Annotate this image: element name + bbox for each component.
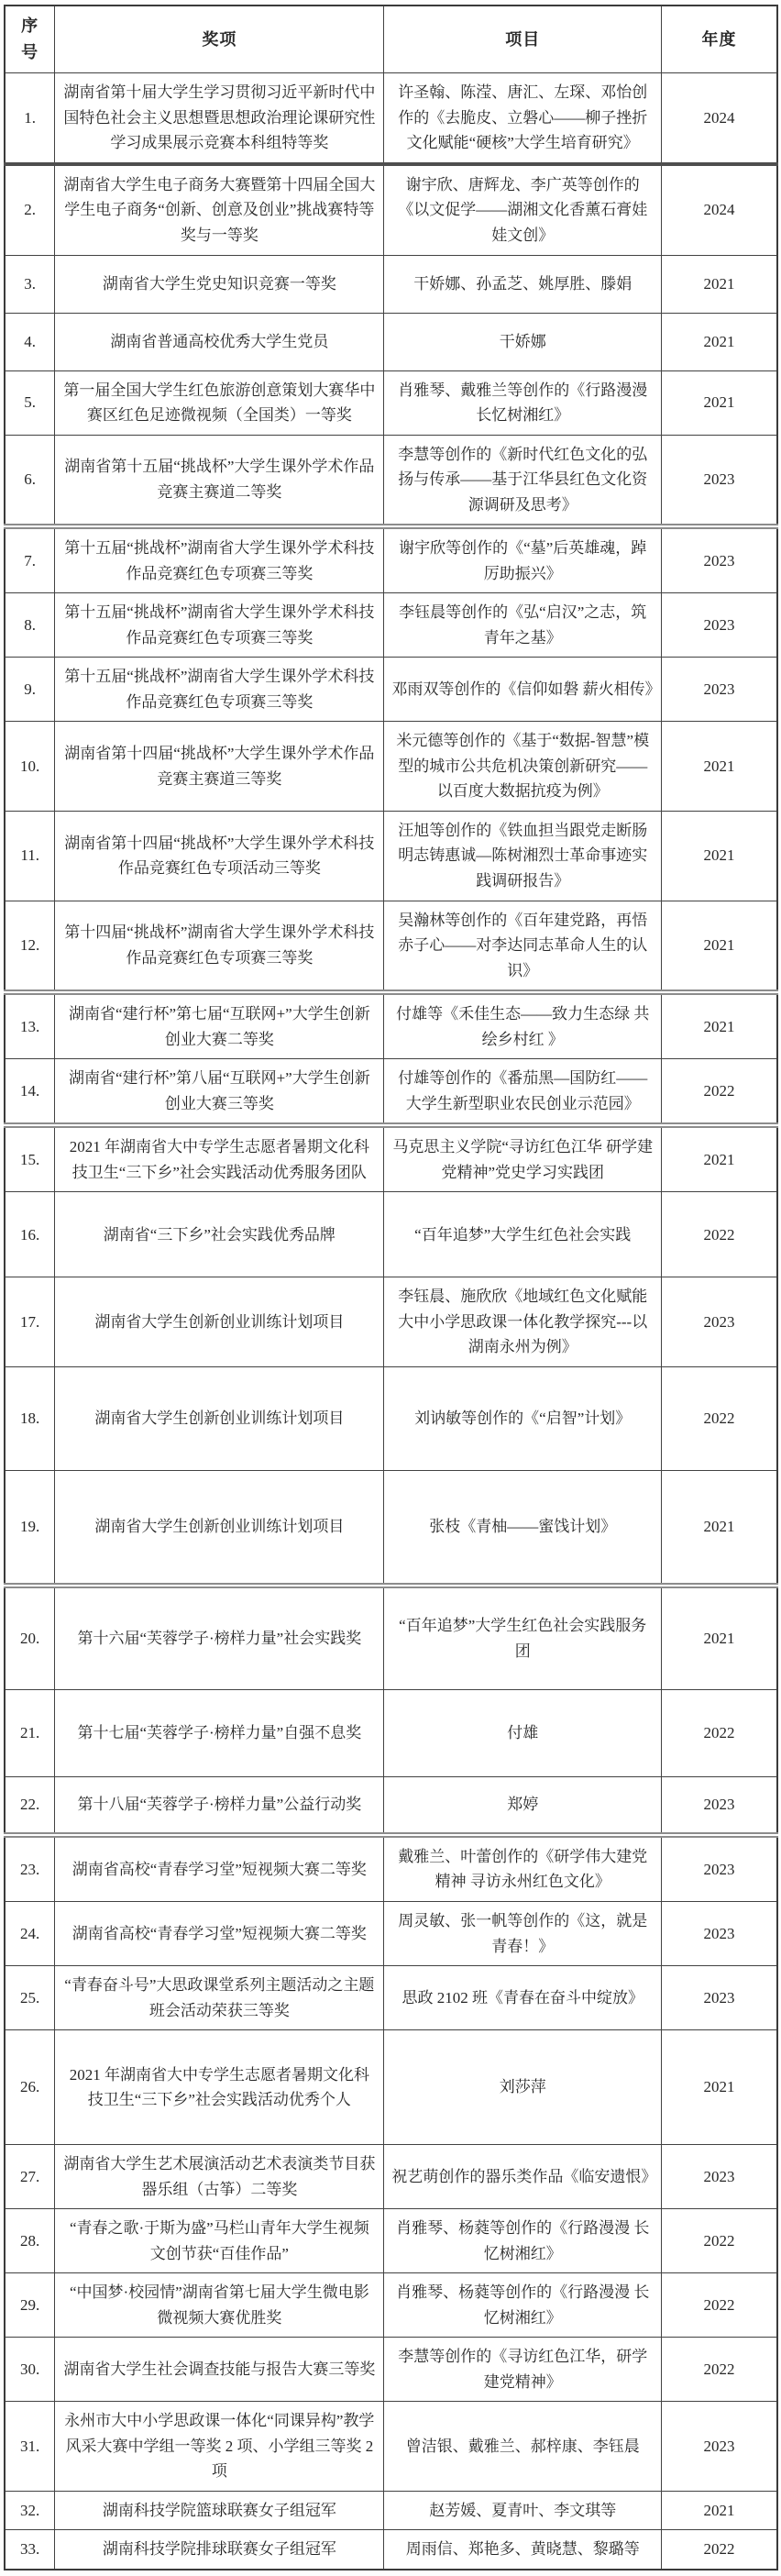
table-row	[5, 1470, 777, 1586]
project-cell: 李慧等创作的《新时代红色文化的弘扬与传承——基于江华县红色文化资源调研及思考》	[384, 435, 662, 526]
year-cell: 2021	[662, 2491, 777, 2530]
table-row	[5, 992, 777, 1059]
award-cell: 湖南省大学生创新创业训练计划项目	[55, 1277, 384, 1367]
row-number-cell: 2.	[5, 164, 55, 255]
row-number-cell: 27.	[5, 2145, 55, 2209]
award-cell: 第十五届“挑战杯”湖南省大学生课外学术科技作品竞赛红色专项赛三等奖	[55, 658, 384, 722]
year-cell: 2021	[662, 992, 777, 1059]
year-cell: 2021	[662, 722, 777, 812]
award-cell: 湖南省普通高校优秀大学生党员	[55, 313, 384, 370]
project-cell: 邓雨双等创作的《信仰如磐 薪火相传》	[384, 658, 662, 722]
row-number-cell: 28.	[5, 2209, 55, 2273]
year-cell: 2023	[662, 1776, 777, 1835]
project-cell: 米元德等创作的《基于“数据-智慧”模型的城市公共危机决策创新研究——以百度大数据抗疫为例》	[384, 722, 662, 812]
award-cell: 湖南省“三下乡”社会实践优秀品牌	[55, 1192, 384, 1277]
award-cell: 湖南科技学院排球联赛女子组冠军	[55, 2530, 384, 2570]
award-cell: 湖南科技学院篮球联赛女子组冠军	[55, 2491, 384, 2530]
project-cell: 汪旭等创作的《铁血担当跟党走断肠明志铸惠诚—陈树湘烈士革命事迹实践调研报告》	[384, 811, 662, 901]
row-number-cell: 12.	[5, 901, 55, 992]
table-row	[5, 370, 777, 435]
table-row	[5, 313, 777, 370]
row-number-cell: 21.	[5, 1689, 55, 1776]
row-number-cell: 29.	[5, 2273, 55, 2338]
table-row	[5, 722, 777, 812]
row-number-cell: 9.	[5, 658, 55, 722]
table-row	[5, 1125, 777, 1192]
row-number-cell: 18.	[5, 1366, 55, 1470]
award-cell: 湖南省高校“青春学习堂”短视频大赛二等奖	[55, 1901, 384, 1965]
award-cell: 第十六届“芙蓉学子·榜样力量”社会实践奖	[55, 1586, 384, 1690]
award-cell: 湖南省大学生艺术展演活动艺术表演类节目获器乐组（古筝）二等奖	[55, 2145, 384, 2209]
year-cell: 2023	[662, 1277, 777, 1367]
award-cell: 2021 年湖南省大中专学生志愿者暑期文化科技卫生“三下乡”社会实践活动优秀个人	[55, 2030, 384, 2145]
row-number-cell: 15.	[5, 1125, 55, 1192]
year-cell: 2021	[662, 1470, 777, 1586]
row-number-cell: 19.	[5, 1470, 55, 1586]
row-number-cell: 17.	[5, 1277, 55, 1367]
award-cell: 永州市大中小学思政课一体化“同课异构”教学风采大赛中学组一等奖 2 项、小学组三等奖 2 项	[55, 2402, 384, 2492]
year-cell: 2021	[662, 313, 777, 370]
row-number-cell: 6.	[5, 435, 55, 526]
row-number-cell: 5.	[5, 370, 55, 435]
project-cell: 祝艺萌创作的器乐类作品《临安遗恨》	[384, 2145, 662, 2209]
award-cell: “中国梦·校园情”湖南省第七届大学生微电影微视频大赛优胜奖	[55, 2273, 384, 2338]
project-cell: 张枝《青柚——蜜饯计划》	[384, 1470, 662, 1586]
row-number-cell: 1.	[5, 73, 55, 164]
year-cell: 2023	[662, 1966, 777, 2030]
row-number-cell: 25.	[5, 1966, 55, 2030]
award-cell: 湖南省第十五届“挑战杯”大学生课外学术作品竞赛主赛道二等奖	[55, 435, 384, 526]
table-row	[5, 435, 777, 526]
table-row	[5, 2030, 777, 2145]
table-row	[5, 2338, 777, 2402]
row-number-cell: 23.	[5, 1835, 55, 1902]
project-cell: 许圣翰、陈滢、唐汇、左琛、邓怡创作的《去脆皮、立磐心——柳子挫折文化赋能“硬核”大学生培育研究》	[384, 73, 662, 164]
table-row	[5, 1059, 777, 1126]
row-number-cell: 26.	[5, 2030, 55, 2145]
table-row	[5, 1192, 777, 1277]
row-number-cell: 13.	[5, 992, 55, 1059]
row-number-cell: 24.	[5, 1901, 55, 1965]
row-number-cell: 31.	[5, 2402, 55, 2492]
project-cell: 干娇娜、孙孟芝、姚厚胜、滕娟	[384, 255, 662, 313]
project-cell: 肖雅琴、戴雅兰等创作的《行路漫漫 长忆树湘红》	[384, 370, 662, 435]
project-cell: 赵芳媛、夏青叶、李文琪等	[384, 2491, 662, 2530]
award-cell: “青春奋斗号”大思政课堂系列主题活动之主题班会活动荣获三等奖	[55, 1966, 384, 2030]
table-row	[5, 1277, 777, 1367]
award-cell: 2021 年湖南省大中专学生志愿者暑期文化科技卫生“三下乡”社会实践活动优秀服务团队	[55, 1125, 384, 1192]
year-cell: 2021	[662, 811, 777, 901]
table-row	[5, 526, 777, 593]
header-no: 序号	[5, 6, 55, 73]
year-cell: 2022	[662, 1689, 777, 1776]
table-row	[5, 2491, 777, 2530]
year-cell: 2021	[662, 255, 777, 313]
year-cell: 2021	[662, 370, 777, 435]
year-cell: 2023	[662, 1901, 777, 1965]
table-row	[5, 1586, 777, 1690]
award-cell: 湖南省“建行杯”第七届“互联网+”大学生创新创业大赛二等奖	[55, 992, 384, 1059]
award-cell: 湖南省大学生党史知识竞赛一等奖	[55, 255, 384, 313]
year-cell: 2023	[662, 435, 777, 526]
table-row	[5, 2402, 777, 2492]
row-number-cell: 16.	[5, 1192, 55, 1277]
project-cell: 付雄等创作的《番茄黑—国防红——大学生新型职业农民创业示范园》	[384, 1059, 662, 1126]
year-cell: 2023	[662, 526, 777, 593]
project-cell: 付雄	[384, 1689, 662, 1776]
project-cell: 刘讷敏等创作的《“启智”计划》	[384, 1366, 662, 1470]
table-row	[5, 658, 777, 722]
project-cell: 李钰晨等创作的《弘“启汉”之志，筑青年之基》	[384, 593, 662, 658]
year-cell: 2021	[662, 2030, 777, 2145]
project-cell: 李钰晨、施欣欣《地域红色文化赋能大中小学思政课一体化教学探究---以湖南永州为例》	[384, 1277, 662, 1367]
table-row	[5, 255, 777, 313]
year-cell: 2022	[662, 2273, 777, 2338]
table-row	[5, 2273, 777, 2338]
row-number-cell: 22.	[5, 1776, 55, 1835]
row-number-cell: 30.	[5, 2338, 55, 2402]
row-number-cell: 14.	[5, 1059, 55, 1126]
project-cell: 付雄等《禾佳生态——致力生态绿 共绘乡村红 》	[384, 992, 662, 1059]
award-cell: 第一届全国大学生红色旅游创意策划大赛华中赛区红色足迹微视频（全国类）一等奖	[55, 370, 384, 435]
header-year: 年度	[662, 6, 777, 73]
project-cell: 思政 2102 班《青春在奋斗中绽放》	[384, 1966, 662, 2030]
award-cell: 湖南省大学生创新创业训练计划项目	[55, 1366, 384, 1470]
table-row	[5, 811, 777, 901]
table-row	[5, 2530, 777, 2570]
row-number-cell: 11.	[5, 811, 55, 901]
row-number-cell: 32.	[5, 2491, 55, 2530]
award-cell: 第十五届“挑战杯”湖南省大学生课外学术科技作品竞赛红色专项赛三等奖	[55, 593, 384, 658]
project-cell: 周灵敏、张一帆等创作的《这，就是青春！》	[384, 1901, 662, 1965]
row-number-cell: 10.	[5, 722, 55, 812]
row-number-cell: 8.	[5, 593, 55, 658]
year-cell: 2021	[662, 1586, 777, 1690]
year-cell: 2021	[662, 1125, 777, 1192]
row-number-cell: 7.	[5, 526, 55, 593]
project-cell: 郑婷	[384, 1776, 662, 1835]
project-cell: 戴雅兰、叶蕾创作的《研学伟大建党精神 寻访永州红色文化》	[384, 1835, 662, 1902]
award-cell: 第十五届“挑战杯”湖南省大学生课外学术科技作品竞赛红色专项赛三等奖	[55, 526, 384, 593]
year-cell: 2021	[662, 901, 777, 992]
project-cell: 曾洁银、戴雅兰、郝梓康、李钰晨	[384, 2402, 662, 2492]
year-cell: 2022	[662, 1059, 777, 1126]
project-cell: 干娇娜	[384, 313, 662, 370]
project-cell: 肖雅琴、杨蕤等创作的《行路漫漫 长忆树湘红》	[384, 2273, 662, 2338]
year-cell: 2023	[662, 1835, 777, 1902]
awards-table	[4, 5, 778, 2570]
year-cell: 2023	[662, 2145, 777, 2209]
award-cell: 湖南省大学生社会调查技能与报告大赛三等奖	[55, 2338, 384, 2402]
project-cell: 谢宇欣、唐辉龙、李广英等创作的《以文促学——湖湘文化香薰石膏娃娃文创》	[384, 164, 662, 255]
award-cell: 湖南省大学生电子商务大赛暨第十四届全国大学生电子商务“创新、创意及创业”挑战赛特等奖与一等奖	[55, 164, 384, 255]
table-row	[5, 901, 777, 992]
project-cell: 谢宇欣等创作的《“墓”后英雄魂，踔厉助振兴》	[384, 526, 662, 593]
award-cell: 湖南省第十届大学生学习贯彻习近平新时代中国特色社会主义思想暨思想政治理论课研究性学习成果展示竞赛本科组特等奖	[55, 73, 384, 164]
year-cell: 2022	[662, 2209, 777, 2273]
award-cell: 湖南省第十四届“挑战杯”大学生课外学术作品竞赛主赛道三等奖	[55, 722, 384, 812]
table-row	[5, 2145, 777, 2209]
award-cell: 湖南省“建行杯”第八届“互联网+”大学生创新创业大赛三等奖	[55, 1059, 384, 1126]
header-project: 项目	[384, 6, 662, 73]
table-row	[5, 1966, 777, 2030]
header-row	[5, 6, 777, 73]
year-cell: 2023	[662, 2402, 777, 2492]
award-cell: 湖南省高校“青春学习堂”短视频大赛二等奖	[55, 1835, 384, 1902]
award-cell: 第十八届“芙蓉学子·榜样力量”公益行动奖	[55, 1776, 384, 1835]
row-number-cell: 4.	[5, 313, 55, 370]
row-number-cell: 20.	[5, 1586, 55, 1690]
year-cell: 2023	[662, 593, 777, 658]
row-number-cell: 3.	[5, 255, 55, 313]
award-cell: 第十四届“挑战杯”湖南省大学生课外学术科技作品竞赛红色专项赛三等奖	[55, 901, 384, 992]
year-cell: 2022	[662, 1366, 777, 1470]
table-row	[5, 2209, 777, 2273]
project-cell: 马克思主义学院“寻访红色江华 研学建党精神”党史学习实践团	[384, 1125, 662, 1192]
row-number-cell: 33.	[5, 2530, 55, 2570]
table-row	[5, 1835, 777, 1902]
project-cell: 肖雅琴、杨蕤等创作的《行路漫漫 长忆树湘红》	[384, 2209, 662, 2273]
project-cell: 周雨信、郑艳多、黄晓慧、黎璐等	[384, 2530, 662, 2570]
project-cell: “百年追梦”大学生红色社会实践	[384, 1192, 662, 1277]
award-cell: 湖南省第十四届“挑战杯”大学生课外学术科技作品竞赛红色专项活动三等奖	[55, 811, 384, 901]
project-cell: 吴瀚林等创作的《百年建党路，再悟赤子心——对李达同志革命人生的认识》	[384, 901, 662, 992]
header-award: 奖项	[55, 6, 384, 73]
year-cell: 2024	[662, 164, 777, 255]
year-cell: 2022	[662, 1192, 777, 1277]
table-row	[5, 1689, 777, 1776]
year-cell: 2022	[662, 2338, 777, 2402]
award-cell: 第十七届“芙蓉学子·榜样力量”自强不息奖	[55, 1689, 384, 1776]
project-cell: 刘莎萍	[384, 2030, 662, 2145]
year-cell: 2024	[662, 73, 777, 164]
table-row	[5, 1776, 777, 1835]
award-cell: “青春之歌·于斯为盛”马栏山青年大学生视频文创节获“百佳作品”	[55, 2209, 384, 2273]
year-cell: 2022	[662, 2530, 777, 2570]
project-cell: “百年追梦”大学生红色社会实践服务团	[384, 1586, 662, 1690]
year-cell: 2023	[662, 658, 777, 722]
project-cell: 李慧等创作的《寻访红色江华，研学建党精神》	[384, 2338, 662, 2402]
table-row	[5, 1901, 777, 1965]
table-row	[5, 1366, 777, 1470]
table-row	[5, 164, 777, 255]
table-row	[5, 593, 777, 658]
table-row	[5, 73, 777, 164]
award-cell: 湖南省大学生创新创业训练计划项目	[55, 1470, 384, 1586]
